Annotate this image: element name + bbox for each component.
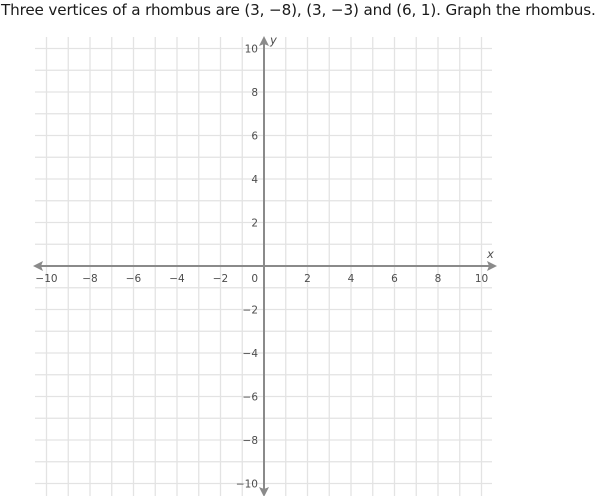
y-tick-label: −10 bbox=[235, 478, 258, 491]
y-tick-label: −2 bbox=[242, 304, 258, 317]
x-tick-label: −8 bbox=[82, 273, 98, 285]
x-tick-label: −6 bbox=[125, 273, 142, 285]
x-tick-label: 10 bbox=[474, 273, 489, 285]
axes bbox=[33, 36, 497, 496]
y-tick-label: −6 bbox=[242, 391, 258, 404]
y-tick-label: −8 bbox=[242, 435, 258, 447]
x-tick-label: −10 bbox=[35, 273, 58, 285]
x-tick-label: 6 bbox=[391, 273, 398, 285]
origin-label: 0 bbox=[251, 273, 258, 285]
x-tick-label: 2 bbox=[304, 273, 311, 285]
y-tick-label: 4 bbox=[251, 174, 258, 186]
x-tick-label: −2 bbox=[212, 273, 229, 285]
y-tick-label: −4 bbox=[242, 348, 258, 360]
y-tick-label: 10 bbox=[244, 43, 258, 56]
x-tick-label: 4 bbox=[347, 273, 355, 285]
y-tick-label: 6 bbox=[251, 130, 258, 143]
y-tick-label: 2 bbox=[251, 217, 258, 230]
x-axis-label: x bbox=[487, 247, 494, 261]
y-tick-label: 8 bbox=[251, 87, 258, 99]
question-prompt: Three vertices of a rhombus are (3, −8), (3, −3) and (6, 1). Graph the rhombus. bbox=[1, 1, 596, 19]
x-tick-label: 8 bbox=[434, 273, 442, 285]
x-tick-label: −4 bbox=[169, 273, 185, 285]
y-axis-label: y bbox=[270, 33, 277, 47]
